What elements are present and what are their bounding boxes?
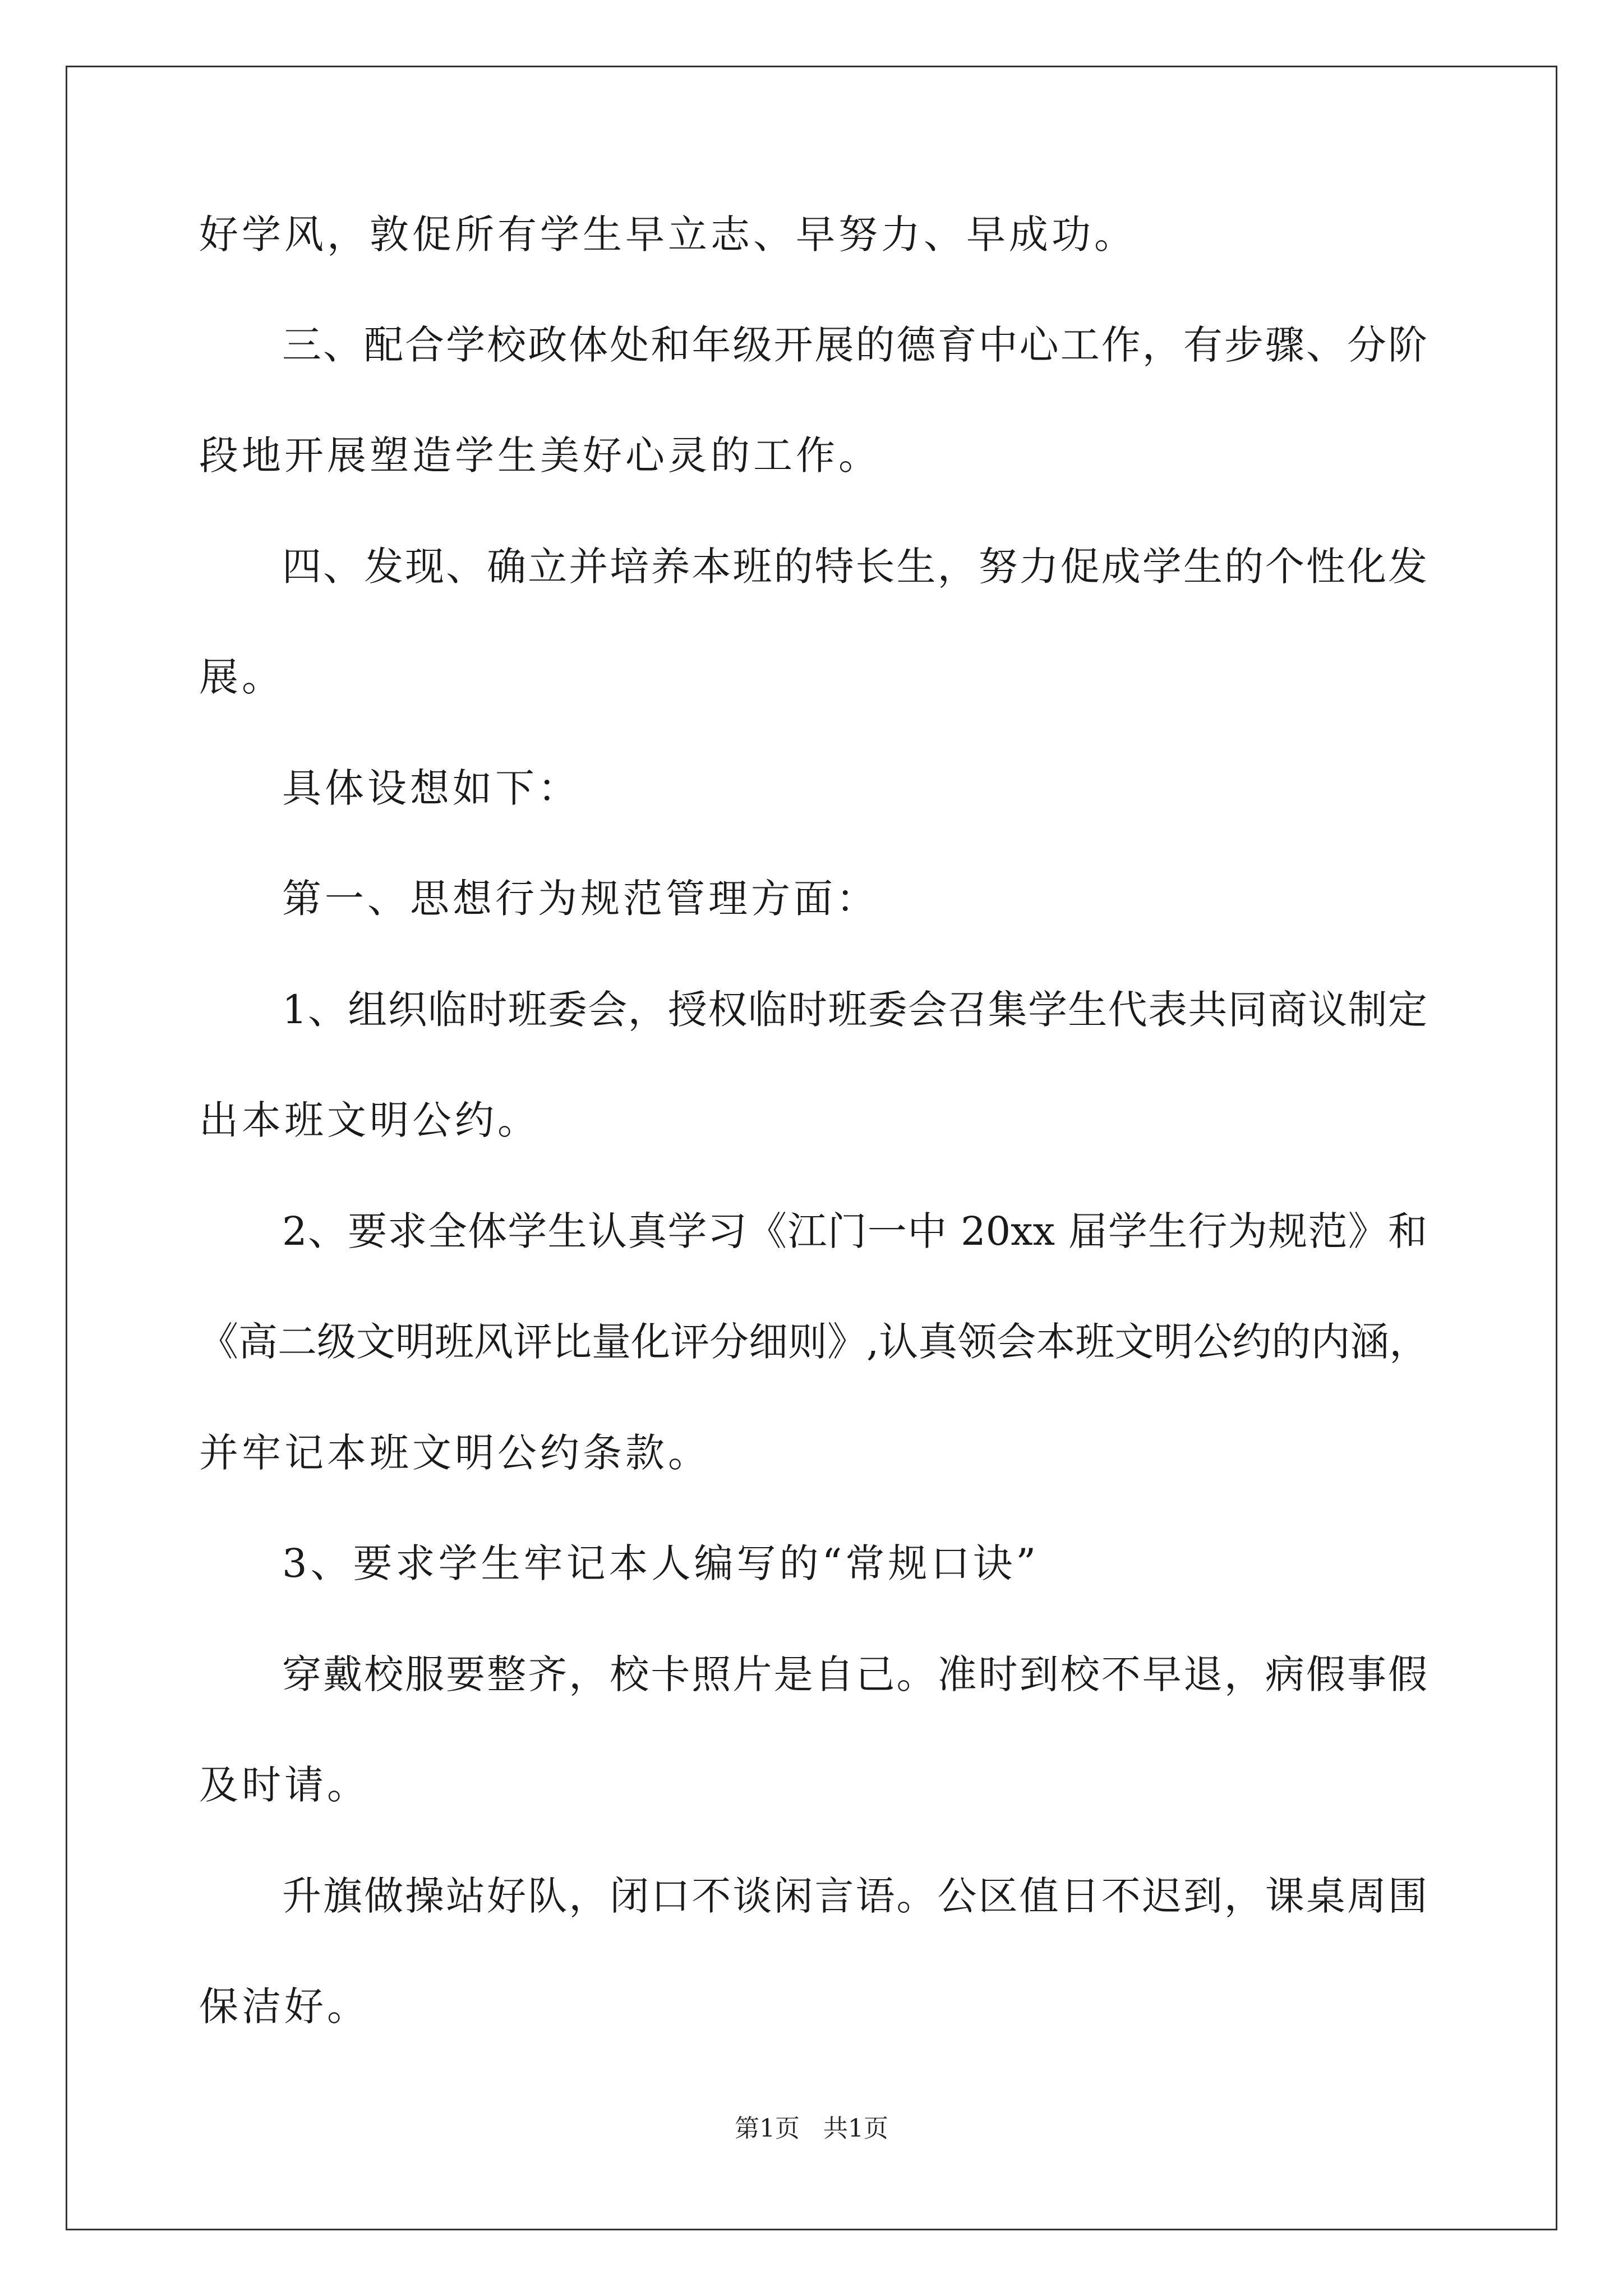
paragraph-line: 穿戴校服要整齐，校卡照片是自己。准时到校不早退，病假事假 [282, 1651, 1427, 1697]
paragraph-line: 好学风，敦促所有学生早立志、早努力、早成功。 [199, 211, 1137, 257]
paragraph-line: 出本班文明公约。 [199, 1097, 540, 1143]
paragraph-line: 并牢记本班文明公约条款。 [199, 1430, 711, 1476]
paragraph-line: 保洁好。 [199, 1984, 370, 2030]
paragraph-line: 《高二级文明班风评比量化评分细则》,认真领会本班文明公约的内涵， [199, 1319, 1429, 1365]
section-heading: 第一、思想行为规范管理方面： [282, 876, 879, 922]
page-number-current: 第1页 [735, 2114, 800, 2143]
page-footer [0, 2112, 1623, 2146]
paragraph-line: 段地开展塑造学生美好心灵的工作。 [199, 432, 881, 478]
paragraph-line: 及时请。 [199, 1762, 370, 1808]
page-number-total: 共1页 [823, 2114, 888, 2143]
paragraph-line: 3、要求学生牢记本人编写的“常规口诀” [282, 1540, 1040, 1586]
paragraph-line: 展。 [199, 654, 284, 700]
paragraph-line: 具体设想如下： [282, 765, 580, 811]
paragraph-line: 四、发现、确立并培养本班的特长生，努力促成学生的个性化发 [282, 544, 1427, 590]
paragraph-line: 1、组织临时班委会，授权临时班委会召集学生代表共同商议制定 [282, 987, 1427, 1033]
paragraph-line: 升旗做操站好队，闭口不谈闲言语。公区值日不迟到，课桌周围 [282, 1873, 1427, 1919]
paragraph-line: 2、要求全体学生认真学习《江门一中 20xx 届学生行为规范》和 [282, 1208, 1427, 1254]
paragraph-line: 三、配合学校政体处和年级开展的德育中心工作，有步骤、分阶 [282, 322, 1427, 368]
